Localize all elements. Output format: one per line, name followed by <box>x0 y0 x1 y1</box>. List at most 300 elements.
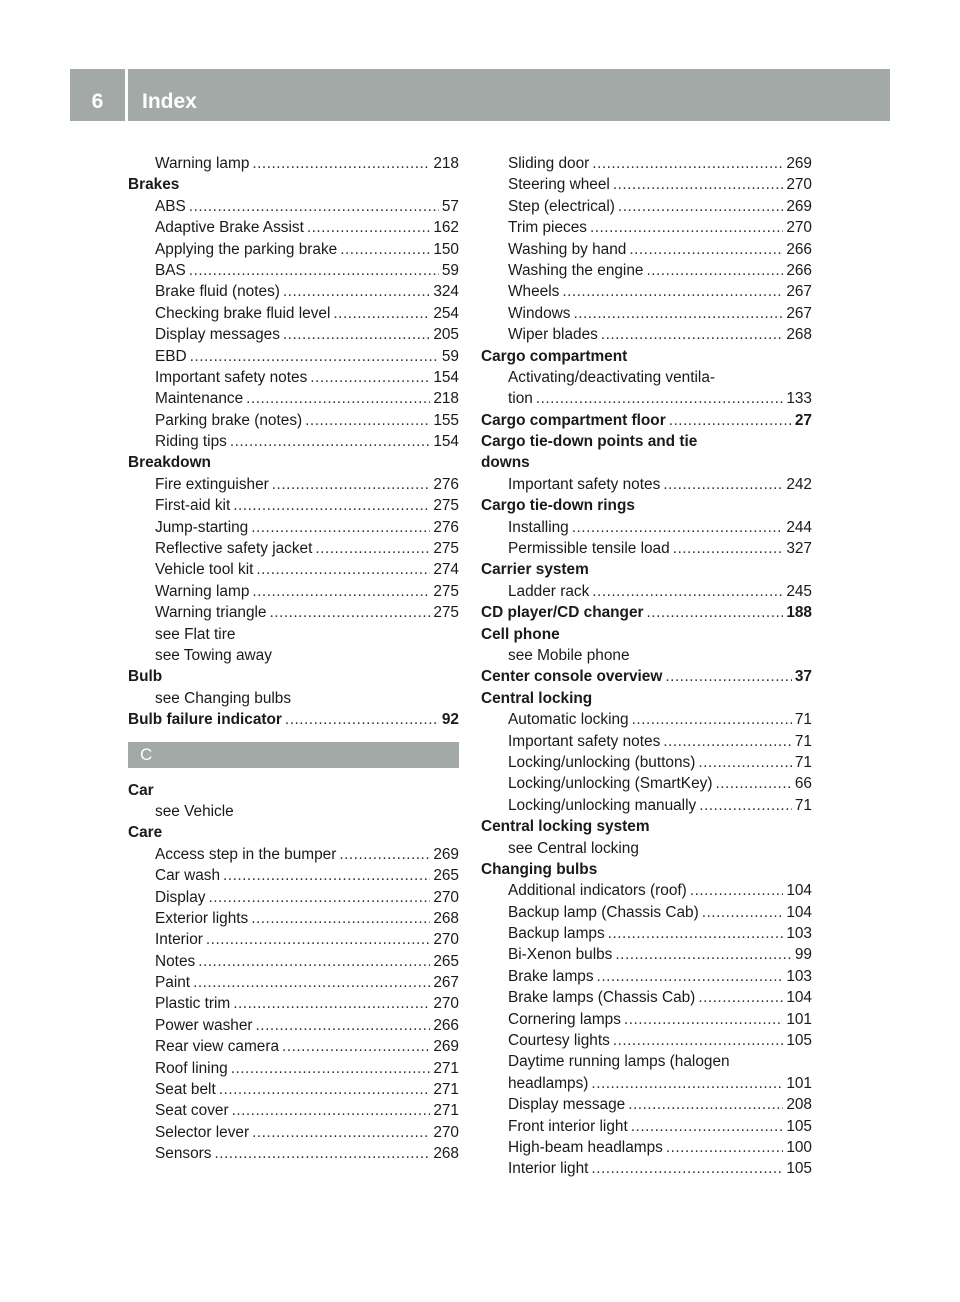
entry-label: Washing the engine <box>508 261 644 279</box>
index-subentry <box>481 923 812 944</box>
entry-label: Courtesy lights <box>508 1032 610 1050</box>
page-reference: 105 <box>786 1160 812 1178</box>
page-reference: 208 <box>786 1096 812 1114</box>
dot-leader <box>572 517 784 538</box>
page-reference: 37 <box>794 668 812 686</box>
index-subentry <box>481 367 812 388</box>
entry-label: Rear view camera <box>155 1038 280 1056</box>
entry-label: Trim pieces <box>508 219 587 237</box>
index-entry <box>481 410 812 431</box>
entry-label: Seat belt <box>155 1081 216 1099</box>
page-reference: 265 <box>433 952 459 970</box>
index-subentry <box>481 709 812 730</box>
page-reference: 271 <box>433 1102 459 1120</box>
dot-leader <box>252 1122 430 1143</box>
entry-label: Brake lamps <box>508 967 594 985</box>
header-divider <box>125 69 128 121</box>
page-reference: 267 <box>433 974 459 992</box>
page-header <box>70 69 890 121</box>
index-subentry <box>128 324 459 345</box>
index-entry <box>481 688 812 709</box>
entry-label: see Flat tire <box>155 625 236 643</box>
page-reference: 275 <box>433 497 459 515</box>
dot-leader <box>715 773 791 794</box>
page-reference: 327 <box>786 540 812 558</box>
index-subentry <box>481 944 812 965</box>
index-subentry <box>481 260 812 281</box>
dot-leader <box>629 239 783 260</box>
entry-label: Important safety notes <box>508 732 661 750</box>
dot-leader <box>340 239 430 260</box>
dot-leader <box>232 1100 431 1121</box>
entry-label: downs <box>481 454 530 472</box>
index-entry <box>481 431 812 452</box>
index-subentry <box>481 239 812 260</box>
dot-leader <box>315 538 430 559</box>
index-subentry <box>481 752 812 773</box>
entry-label: Sensors <box>155 1145 212 1163</box>
index-subentry <box>128 1100 459 1121</box>
page-reference: 266 <box>433 1016 459 1034</box>
entry-label: Additional indicators (roof) <box>508 882 687 900</box>
page-reference: 100 <box>786 1138 812 1156</box>
page-reference: 66 <box>794 775 812 793</box>
page-reference: 274 <box>433 561 459 579</box>
entry-label: see Changing bulbs <box>155 689 292 707</box>
index-subentry <box>128 645 459 666</box>
index-subentry <box>481 645 812 666</box>
index-subentry <box>128 908 459 929</box>
index-subentry <box>128 929 459 950</box>
entry-label: Cell phone <box>481 625 560 643</box>
entry-label: Activating/deactivating ventila- <box>508 368 716 386</box>
page-reference: 104 <box>786 903 812 921</box>
index-subentry <box>128 346 459 367</box>
index-subentry <box>128 688 459 709</box>
entry-label: ABS <box>155 197 186 215</box>
entry-label: Central locking <box>481 689 593 707</box>
page-reference: 218 <box>433 390 459 408</box>
dot-leader <box>698 987 783 1008</box>
page-reference: 276 <box>433 475 459 493</box>
page-reference: 266 <box>786 240 812 258</box>
dot-leader <box>631 1116 784 1137</box>
entry-label: Bulb failure indicator <box>128 711 282 729</box>
dot-leader <box>663 474 783 495</box>
entry-label: EBD <box>155 347 187 365</box>
entry-label: Display messages <box>155 326 280 344</box>
dot-leader <box>214 1143 430 1164</box>
index-subentry <box>128 1015 459 1036</box>
page-reference: 105 <box>786 1032 812 1050</box>
index-subentry <box>481 773 812 794</box>
entry-label: BAS <box>155 261 186 279</box>
entry-label: Applying the parking brake <box>155 240 338 258</box>
entry-label: Automatic locking <box>508 711 629 729</box>
index-subentry <box>128 367 459 388</box>
index-subentry <box>481 217 812 238</box>
index-subentry <box>481 388 812 409</box>
page-reference: 268 <box>433 1145 459 1163</box>
entry-label: Warning lamp <box>155 582 250 600</box>
entry-label: Parking brake (notes) <box>155 411 303 429</box>
page-reference: 104 <box>786 882 812 900</box>
page-reference: 218 <box>433 155 459 172</box>
dot-leader <box>592 581 783 602</box>
index-subentry <box>481 474 812 495</box>
index-subentry <box>128 239 459 260</box>
dot-leader <box>613 174 783 195</box>
entry-label: Care <box>128 824 163 842</box>
page-reference: 269 <box>433 1038 459 1056</box>
dot-leader <box>206 929 430 950</box>
dot-leader <box>573 303 783 324</box>
index-subentry <box>481 1073 812 1094</box>
index-subentry <box>481 987 812 1008</box>
page-reference: 101 <box>786 1010 812 1028</box>
page-reference: 275 <box>433 582 459 600</box>
entry-label: Plastic trim <box>155 995 231 1013</box>
dot-leader <box>608 923 784 944</box>
page-reference: 270 <box>433 1123 459 1141</box>
entry-label: Breakdown <box>128 454 211 472</box>
index-subentry <box>481 538 812 559</box>
page-reference: 270 <box>433 888 459 906</box>
dot-leader <box>256 1015 431 1036</box>
page-reference: 71 <box>794 711 812 729</box>
page-reference: 269 <box>786 197 812 215</box>
dot-leader <box>193 972 430 993</box>
dot-leader <box>283 281 430 302</box>
page-reference: 271 <box>433 1081 459 1099</box>
entry-label: Power washer <box>155 1016 253 1034</box>
index-entry <box>128 174 459 195</box>
index-subentry <box>128 887 459 908</box>
entry-label: Daytime running lamps (halogen <box>508 1053 730 1071</box>
entry-label: First-aid kit <box>155 497 231 515</box>
index-subentry <box>481 324 812 345</box>
dot-leader <box>615 944 791 965</box>
entry-label: Warning triangle <box>155 604 267 622</box>
index-subentry <box>481 1009 812 1030</box>
entry-label: Cornering lamps <box>508 1010 621 1028</box>
index-subentry <box>128 1143 459 1164</box>
entry-label: Ladder rack <box>508 582 590 600</box>
entry-label: Cargo tie-down rings <box>481 497 635 515</box>
page-reference: 188 <box>786 604 812 622</box>
page-reference: 154 <box>433 433 459 451</box>
page-reference: 59 <box>441 261 459 279</box>
page-reference: 154 <box>433 368 459 386</box>
page-reference: 270 <box>786 176 812 194</box>
entry-label: Wheels <box>508 283 560 301</box>
index-subentry <box>481 581 812 602</box>
index-subentry <box>128 217 459 238</box>
index-column-right <box>481 153 812 1180</box>
index-subentry <box>481 196 812 217</box>
page-reference: 275 <box>433 604 459 622</box>
index-subentry <box>481 281 812 302</box>
entry-label: Selector lever <box>155 1123 250 1141</box>
entry-label: Wiper blades <box>508 326 598 344</box>
page-reference: 275 <box>433 540 459 558</box>
dot-leader <box>233 993 430 1014</box>
entry-label: Display message <box>508 1096 626 1114</box>
dot-leader <box>189 260 439 281</box>
index-subentry <box>128 972 459 993</box>
page-number: 6 <box>91 90 104 113</box>
entry-label: see Mobile phone <box>508 646 630 664</box>
index-subentry <box>481 1116 812 1137</box>
entry-label: Permissible tensile load <box>508 540 670 558</box>
dot-leader <box>307 217 430 238</box>
dot-leader <box>647 602 784 623</box>
index-subentry <box>128 303 459 324</box>
entry-label: Brake lamps (Chassis Cab) <box>508 989 696 1007</box>
entry-label: Exterior lights <box>155 909 249 927</box>
index-entry <box>481 859 812 880</box>
dot-leader <box>189 196 439 217</box>
entry-label: see Central locking <box>508 839 639 857</box>
page-reference: 59 <box>441 347 459 365</box>
index-subentry <box>128 624 459 645</box>
page-reference: 92 <box>441 711 459 729</box>
entry-label: Locking/unlocking manually <box>508 796 697 814</box>
index-entry <box>128 780 459 801</box>
index-entry <box>481 666 812 687</box>
entry-label: Reflective safety jacket <box>155 540 313 558</box>
entry-label: Cargo compartment floor <box>481 411 666 429</box>
page-reference: 268 <box>433 909 459 927</box>
page-reference: 133 <box>786 390 812 408</box>
entry-label: CD player/CD changer <box>481 604 644 622</box>
entry-label: Checking brake fluid level <box>155 304 331 322</box>
page-reference: 105 <box>786 1117 812 1135</box>
entry-label: Display <box>155 888 206 906</box>
page-reference: 104 <box>786 989 812 1007</box>
index-entry <box>481 452 812 473</box>
index-subentry <box>481 153 812 174</box>
dot-leader <box>223 865 430 886</box>
dot-leader <box>698 752 792 773</box>
index-subentry <box>481 1137 812 1158</box>
index-subentry <box>128 1122 459 1143</box>
index-entry <box>128 452 459 473</box>
entry-label: Locking/unlocking (SmartKey) <box>508 775 713 793</box>
dot-leader <box>628 1094 783 1115</box>
page-reference: 155 <box>433 411 459 429</box>
dot-leader <box>252 581 430 602</box>
page-reference: 162 <box>433 219 459 237</box>
dot-leader <box>285 709 439 730</box>
entry-label: Access step in the bumper <box>155 845 337 863</box>
index-subentry <box>128 1079 459 1100</box>
page-reference: 268 <box>786 326 812 344</box>
dot-leader <box>270 602 431 623</box>
dot-leader <box>208 887 430 908</box>
index-subentry <box>481 1094 812 1115</box>
dot-leader <box>632 709 792 730</box>
dot-leader <box>246 388 430 409</box>
index-subentry <box>128 538 459 559</box>
dot-leader <box>699 795 792 816</box>
dot-leader <box>305 410 430 431</box>
entry-label: Steering wheel <box>508 176 610 194</box>
entry-label: Brakes <box>128 176 180 194</box>
dot-leader <box>663 731 792 752</box>
entry-label: Backup lamps <box>508 925 605 943</box>
dot-leader <box>592 153 783 174</box>
dot-leader <box>282 1036 430 1057</box>
entry-label: Sliding door <box>508 155 590 172</box>
page-reference: 71 <box>794 796 812 814</box>
section-letter-header: C <box>128 742 459 768</box>
index-entry <box>481 602 812 623</box>
page-reference: 267 <box>786 283 812 301</box>
index-column-left <box>128 153 459 1165</box>
page-reference: 103 <box>786 967 812 985</box>
index-subentry <box>128 517 459 538</box>
entry-label: Paint <box>155 974 191 992</box>
dot-leader <box>219 1079 431 1100</box>
entry-label: Vehicle tool kit <box>155 561 254 579</box>
index-subentry <box>481 303 812 324</box>
dot-leader <box>256 559 430 580</box>
page-reference: 245 <box>786 582 812 600</box>
index-subentry <box>481 880 812 901</box>
index-subentry <box>128 865 459 886</box>
entry-label: Warning lamp <box>155 155 250 172</box>
dot-leader <box>198 951 430 972</box>
entry-label: Cargo compartment <box>481 347 628 365</box>
entry-label: Locking/unlocking (buttons) <box>508 753 696 771</box>
index-subentry <box>128 474 459 495</box>
dot-leader <box>562 281 783 302</box>
dot-leader <box>190 346 439 367</box>
dot-leader <box>666 1137 783 1158</box>
index-subentry <box>128 844 459 865</box>
dot-leader <box>601 324 783 345</box>
dot-leader <box>230 431 430 452</box>
page-reference: 242 <box>786 475 812 493</box>
dot-leader <box>624 1009 783 1030</box>
index-subentry <box>128 388 459 409</box>
entry-label: Jump-starting <box>155 518 249 536</box>
index-subentry <box>481 838 812 859</box>
dot-leader <box>272 474 431 495</box>
index-subentry <box>481 731 812 752</box>
page-reference: 103 <box>786 925 812 943</box>
index-subentry <box>481 966 812 987</box>
index-subentry <box>128 1036 459 1057</box>
page-reference: 270 <box>433 995 459 1013</box>
page-reference: 267 <box>786 304 812 322</box>
entry-label: Center console overview <box>481 668 663 686</box>
entry-label: Important safety notes <box>508 475 661 493</box>
entry-label: Changing bulbs <box>481 860 598 878</box>
entry-label: tion <box>508 390 533 408</box>
dot-leader <box>669 410 792 431</box>
entry-label: Interior <box>155 931 203 949</box>
entry-label: Central locking system <box>481 818 650 836</box>
index-subentry <box>128 602 459 623</box>
entry-label: Backup lamp (Chassis Cab) <box>508 903 699 921</box>
index-subentry <box>128 581 459 602</box>
index-subentry <box>481 517 812 538</box>
entry-label: Bulb <box>128 668 163 686</box>
page-reference: 269 <box>433 845 459 863</box>
entry-label: Important safety notes <box>155 368 308 386</box>
index-subentry <box>481 1051 812 1072</box>
dot-leader <box>283 324 430 345</box>
page-reference: 276 <box>433 518 459 536</box>
entry-label: headlamps) <box>508 1074 589 1092</box>
entry-label: Front interior light <box>508 1117 628 1135</box>
dot-leader <box>591 1158 783 1179</box>
index-subentry <box>128 951 459 972</box>
index-entry <box>481 495 812 516</box>
index-subentry <box>128 281 459 302</box>
entry-label: Cargo tie-down points and tie <box>481 433 698 451</box>
entry-label: Riding tips <box>155 433 227 451</box>
index-subentry <box>128 559 459 580</box>
index-entry <box>481 624 812 645</box>
entry-label: Windows <box>508 304 571 322</box>
dot-leader <box>665 666 792 687</box>
dot-leader <box>251 908 430 929</box>
dot-leader <box>646 260 783 281</box>
index-entry <box>481 559 812 580</box>
page-reference: 57 <box>441 197 459 215</box>
dot-leader <box>673 538 784 559</box>
entry-label: Seat cover <box>155 1102 229 1120</box>
page-reference: 99 <box>794 946 812 964</box>
index-entry <box>128 822 459 843</box>
page-reference: 27 <box>794 411 812 429</box>
dot-leader <box>310 367 430 388</box>
dot-leader <box>702 902 784 923</box>
index-entry <box>481 816 812 837</box>
page-reference: 254 <box>433 304 459 322</box>
entry-label: Car <box>128 781 154 799</box>
index-subentry <box>481 174 812 195</box>
page-reference: 71 <box>794 732 812 750</box>
entry-label: see Vehicle <box>155 802 234 820</box>
index-subentry <box>128 153 459 174</box>
index-subentry <box>128 495 459 516</box>
page-reference: 271 <box>433 1059 459 1077</box>
entry-label: Brake fluid (notes) <box>155 283 280 301</box>
entry-label: Roof lining <box>155 1059 228 1077</box>
index-subentry <box>128 993 459 1014</box>
index-subentry <box>481 1158 812 1179</box>
index-entry <box>481 346 812 367</box>
dot-leader <box>618 196 783 217</box>
page-reference: 265 <box>433 867 459 885</box>
page-reference: 71 <box>794 753 812 771</box>
entry-label: Maintenance <box>155 390 244 408</box>
index-subentry <box>128 1058 459 1079</box>
entry-label: Interior light <box>508 1160 589 1178</box>
index-subentry <box>128 260 459 281</box>
entry-label: see Towing away <box>155 646 272 664</box>
dot-leader <box>233 495 430 516</box>
dot-leader <box>231 1058 431 1079</box>
entry-label: Fire extinguisher <box>155 475 269 493</box>
page-title: Index <box>142 90 197 113</box>
entry-label: Bi-Xenon bulbs <box>508 946 613 964</box>
page-reference: 150 <box>433 240 459 258</box>
